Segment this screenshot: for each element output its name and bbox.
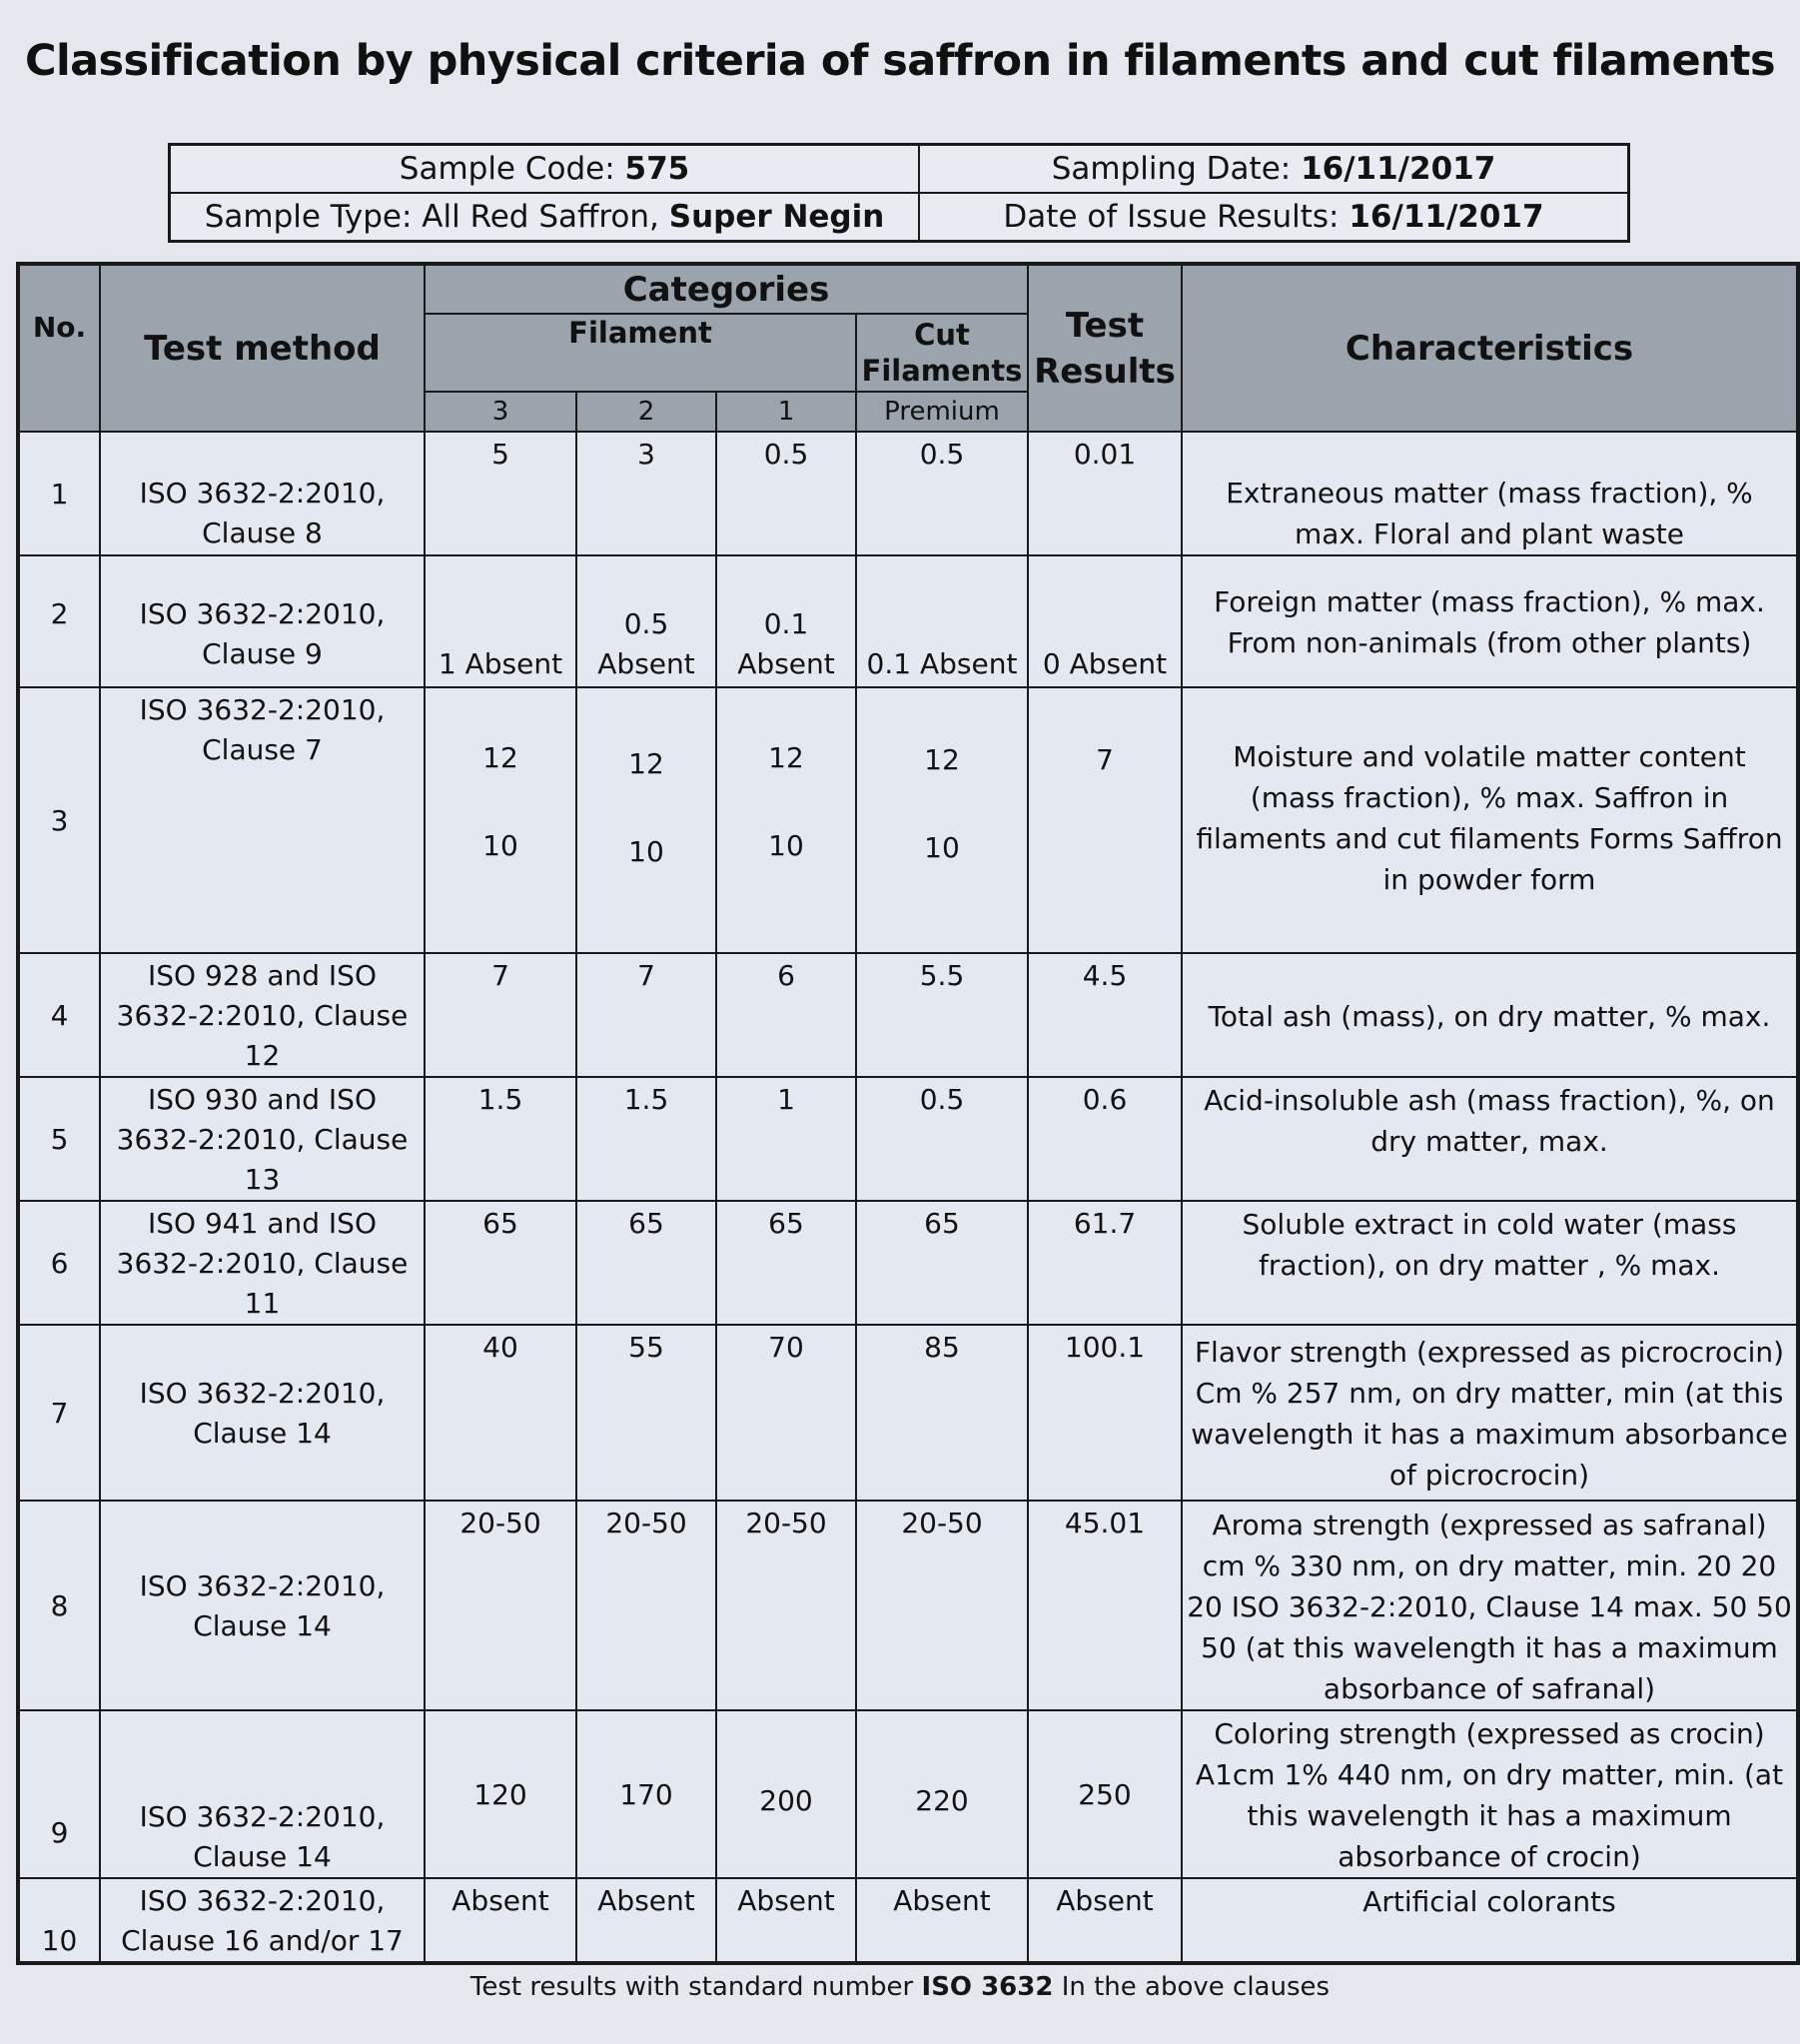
- sample-code-label: Sample Code:: [399, 151, 625, 187]
- row-value-cat1: 200: [716, 1710, 856, 1878]
- row-value-cat2: 0.5 Absent: [576, 555, 716, 687]
- sampling-date-value: 16/11/2017: [1301, 151, 1496, 187]
- row-value-premium: 0.5: [856, 1077, 1028, 1201]
- row-value-premium: 5.5: [856, 953, 1028, 1077]
- sampling-date-label: Sampling Date:: [1051, 151, 1302, 187]
- row-characteristics: Soluble extract in cold water (mass fraction), on dry matter , % max.: [1182, 1201, 1798, 1325]
- row-value-premium: 0.5: [856, 432, 1028, 555]
- row-value-cat3: 1 Absent: [425, 555, 576, 687]
- row-test-method: ISO 3632-2:2010, Clause 7: [100, 687, 425, 953]
- table-row: [18, 1325, 1798, 1501]
- row-test-result: 250: [1028, 1710, 1182, 1878]
- row-characteristics: Moisture and volatile matter content (mass fraction), % max. Saffron in filaments and cut filaments Forms Saffron in powder form: [1182, 687, 1798, 953]
- row-value-cat3-powder: 10: [482, 829, 518, 862]
- row-value-cat3: 120: [425, 1710, 576, 1878]
- footer-note: [0, 1972, 1800, 2002]
- sampling-date-cell: [919, 145, 1629, 194]
- header-test-results: Test Results: [1028, 264, 1182, 432]
- table-row: [18, 953, 1798, 1077]
- sample-type-value: Super Negin: [668, 199, 885, 235]
- page-title: Classification by physical criteria of saffron in filaments and cut filaments: [25, 36, 1775, 86]
- row-value-cat1: 20-50: [716, 1501, 856, 1710]
- row-value-cat1-filaments: 12: [768, 741, 804, 774]
- header-filament: Filament: [425, 314, 856, 392]
- row-test-result: 100.1: [1028, 1325, 1182, 1501]
- row-value-premium: [856, 687, 1028, 953]
- row-value-cat3: 40: [425, 1325, 576, 1501]
- issue-date-label: Date of Issue Results:: [1003, 199, 1350, 235]
- row-value-premium: 65: [856, 1201, 1028, 1325]
- row-value-cat3: 5: [425, 432, 576, 555]
- row-characteristics: Foreign matter (mass fraction), % max. From non-animals (from other plants): [1182, 555, 1798, 687]
- row-value-cat2: [576, 687, 716, 953]
- row-no: 7: [18, 1325, 100, 1501]
- footer-suffix: In the above clauses: [1053, 1972, 1331, 2002]
- row-test-result: 7: [1028, 687, 1182, 953]
- row-value-cat1: 70: [716, 1325, 856, 1501]
- header-category-2: 2: [576, 392, 716, 432]
- row-value-cat1: 6: [716, 953, 856, 1077]
- row-value-cat3: [425, 687, 576, 953]
- table-row: [18, 1077, 1798, 1201]
- issue-date-cell: [919, 193, 1629, 242]
- row-value-premium: Absent: [856, 1878, 1028, 1963]
- issue-date-value: 16/11/2017: [1349, 199, 1544, 235]
- row-characteristics: Extraneous matter (mass fraction), % max. Floral and plant waste: [1182, 432, 1798, 555]
- table-row: [18, 1710, 1798, 1878]
- row-value-premium: 20-50: [856, 1501, 1028, 1710]
- header-cut-filaments: Cut Filaments: [856, 314, 1028, 392]
- row-value-cat2: 1.5: [576, 1077, 716, 1201]
- row-value-premium: 85: [856, 1325, 1028, 1501]
- sample-code-value: 575: [624, 151, 690, 187]
- row-no: 9: [18, 1710, 100, 1878]
- row-test-method: ISO 3632-2:2010, Clause 14: [100, 1710, 425, 1878]
- row-test-method: ISO 3632-2:2010, Clause 8: [100, 432, 425, 555]
- row-test-method: ISO 3632-2:2010, Clause 14: [100, 1501, 425, 1710]
- row-no: 1: [18, 432, 100, 555]
- header-category-3: 3: [425, 392, 576, 432]
- row-value-cat2: 20-50: [576, 1501, 716, 1710]
- row-test-result: Absent: [1028, 1878, 1182, 1963]
- row-test-method: ISO 3632-2:2010, Clause 9: [100, 555, 425, 687]
- table-row: [18, 1501, 1798, 1710]
- footer-prefix: Test results with standard number: [469, 1972, 922, 2002]
- row-no: 6: [18, 1201, 100, 1325]
- row-test-result: 4.5: [1028, 953, 1182, 1077]
- table-row: [18, 1201, 1798, 1325]
- row-no: 5: [18, 1077, 100, 1201]
- row-value-cat2: 3: [576, 432, 716, 555]
- header-categories: Categories: [425, 264, 1028, 314]
- row-value-premium-filaments: 12: [924, 743, 960, 776]
- table-row: [18, 432, 1798, 555]
- row-no: 10: [18, 1878, 100, 1963]
- sample-type-label: Sample Type: All Red Saffron,: [204, 199, 669, 235]
- table-row: [18, 687, 1798, 953]
- row-value-cat3-filaments: 12: [482, 741, 518, 774]
- table-row: [18, 555, 1798, 687]
- header-category-1: 1: [716, 392, 856, 432]
- row-value-cat3: 1.5: [425, 1077, 576, 1201]
- row-value-premium-powder: 10: [924, 831, 960, 864]
- row-characteristics: Acid-insoluble ash (mass fraction), %, on dry matter, max.: [1182, 1077, 1798, 1201]
- row-characteristics: Total ash (mass), on dry matter, % max.: [1182, 953, 1798, 1077]
- row-value-cat1: Absent: [716, 1878, 856, 1963]
- row-test-method: ISO 3632-2:2010, Clause 14: [100, 1325, 425, 1501]
- row-characteristics: Aroma strength (expressed as safranal) cm % 330 nm, on dry matter, min. 20 20 20 ISO 3632-2:2010, Clause 14 max. 50 50 50 (at this wavelength it has a maximum absorbance of safranal): [1182, 1501, 1798, 1710]
- row-test-result: 61.7: [1028, 1201, 1182, 1325]
- header-premium: Premium: [856, 392, 1028, 432]
- criteria-table: [16, 262, 1800, 1965]
- row-value-cat1-powder: 10: [768, 829, 804, 862]
- row-value-premium: 220: [856, 1710, 1028, 1878]
- row-value-cat2: 7: [576, 953, 716, 1077]
- row-value-cat1: 0.5: [716, 432, 856, 555]
- row-value-cat2: 55: [576, 1325, 716, 1501]
- row-value-cat1: 65: [716, 1201, 856, 1325]
- row-value-cat1: 1: [716, 1077, 856, 1201]
- row-test-result: 45.01: [1028, 1501, 1182, 1710]
- row-value-premium: 0.1 Absent: [856, 555, 1028, 687]
- footer-standard: ISO 3632: [921, 1972, 1054, 2002]
- row-characteristics: Flavor strength (expressed as picrocrocin) Cm % 257 nm, on dry matter, min (at this wavelength it has a maximum absorbance of picrocrocin): [1182, 1325, 1798, 1501]
- row-test-result: 0.01: [1028, 432, 1182, 555]
- sample-code-cell: [170, 145, 920, 194]
- sample-type-cell: [170, 193, 920, 242]
- header-no: No.: [18, 264, 100, 432]
- row-value-cat3: 7: [425, 953, 576, 1077]
- table-row: [18, 1878, 1798, 1963]
- row-characteristics: Artificial colorants: [1182, 1878, 1798, 1963]
- row-test-result: 0.6: [1028, 1077, 1182, 1201]
- row-value-cat2-filaments: 12: [628, 747, 664, 780]
- row-value-cat2: Absent: [576, 1878, 716, 1963]
- row-value-cat2: 170: [576, 1710, 716, 1878]
- row-value-cat3: Absent: [425, 1878, 576, 1963]
- row-value-cat1: [716, 687, 856, 953]
- row-test-result: 0 Absent: [1028, 555, 1182, 687]
- row-no: 8: [18, 1501, 100, 1710]
- row-value-cat2-powder: 10: [628, 835, 664, 868]
- sample-info-table: [168, 143, 1630, 243]
- row-value-cat2: 65: [576, 1201, 716, 1325]
- row-test-method: ISO 928 and ISO 3632-2:2010, Clause 12: [100, 953, 425, 1077]
- row-test-method: ISO 930 and ISO 3632-2:2010, Clause 13: [100, 1077, 425, 1201]
- row-test-method: ISO 3632-2:2010, Clause 16 and/or 17: [100, 1878, 425, 1963]
- row-value-cat3: 65: [425, 1201, 576, 1325]
- row-no: 4: [18, 953, 100, 1077]
- row-value-cat1: 0.1 Absent: [716, 555, 856, 687]
- row-no: 2: [18, 555, 100, 687]
- row-no: 3: [18, 687, 100, 953]
- row-test-method: ISO 941 and ISO 3632-2:2010, Clause 11: [100, 1201, 425, 1325]
- header-test-method: Test method: [100, 264, 425, 432]
- row-value-cat3: 20-50: [425, 1501, 576, 1710]
- header-characteristics: Characteristics: [1182, 264, 1798, 432]
- row-characteristics: Coloring strength (expressed as crocin) A1cm 1% 440 nm, on dry matter, min. (at this wavelength it has a maximum absorbance of crocin): [1182, 1710, 1798, 1878]
